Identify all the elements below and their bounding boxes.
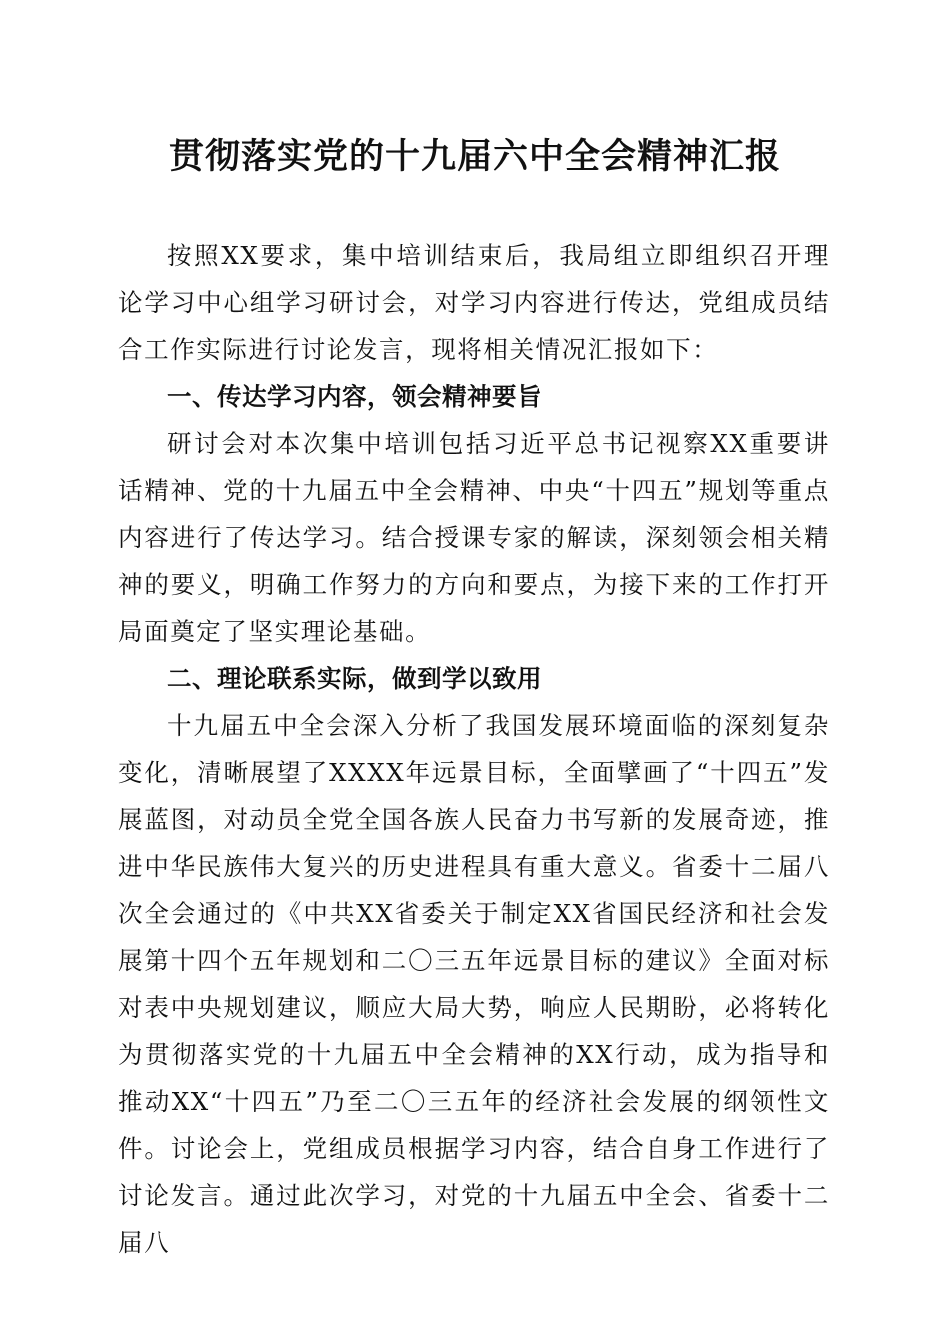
document-body: [118, 232, 830, 1266]
section-2-paragraph: 十九届五中全会深入分析了我国发展环境面临的深刻复杂变化，清晰展望了XXXX年远景目标，全面擘画了“十四五”发展蓝图，对动员全党全国各族人民奋力书写新的发展奇迹，推进中华民族伟大复兴的历史进程具有重大意义。省委十二届八次全会通过的《中共XX省委关于制定XX省国民经济和社会发展第十四个五年规划和二〇三五年远景目标的建议》全面对标对表中央规划建议，顺应大局大势，响应人民期盼，必将转化为贯彻落实党的十九届五中全会精神的XX行动，成为指导和推动XX“十四五”乃至二〇三五年的经济社会发展的纲领性文件。讨论会上，党组成员根据学习内容，结合自身工作进行了讨论发言。通过此次学习，对党的十九届五中全会、省委十二届八: [118, 711, 830, 1257]
intro-paragraph: 按照XX要求，集中培训结束后，我局组立即组织召开理论学习中心组学习研讨会，对学习内容进行传达，党组成员结合工作实际进行讨论发言，现将相关情况汇报如下：: [118, 241, 830, 364]
document-title: 贯彻落实党的十九届六中全会精神汇报: [168, 136, 781, 177]
section-1-heading: 一、传达学习内容，领会精神要旨: [167, 382, 542, 411]
section-1-paragraph: 研讨会对本次集中培训包括习近平总书记视察XX重要讲话精神、党的十九届五中全会精神、中央“十四五”规划等重点内容进行了传达学习。结合授课专家的解读，深刻领会相关精神的要义，明确工作努力的方向和要点，为接下来的工作打开局面奠定了坚实理论基础。: [118, 429, 830, 646]
section-2-heading: 二、理论联系实际，做到学以致用: [167, 664, 542, 693]
